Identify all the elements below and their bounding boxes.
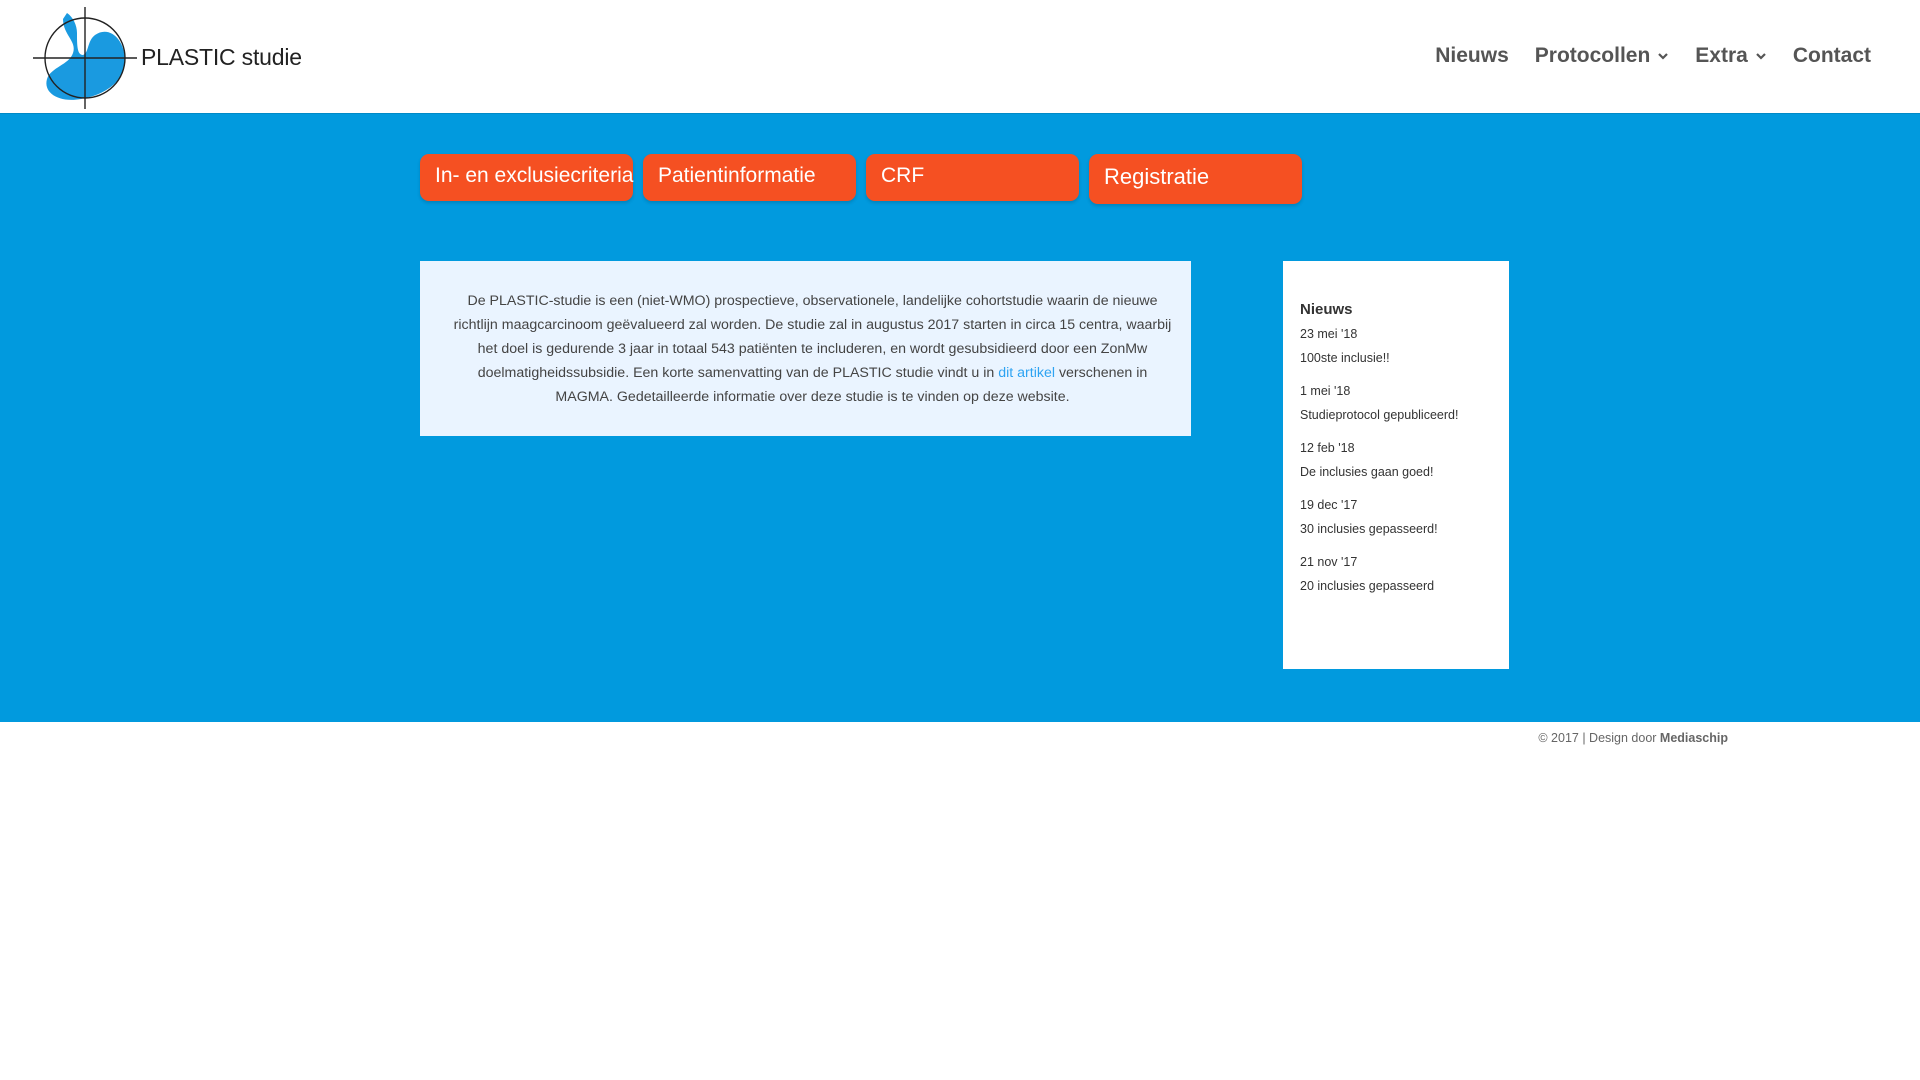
news-link[interactable]: Studieprotocol gepubliceerd! <box>1300 408 1459 422</box>
chevron-down-icon <box>1755 50 1767 62</box>
registratie-button[interactable]: Registratie <box>1089 154 1302 204</box>
news-widget <box>1283 261 1509 669</box>
nav-label: Protocollen <box>1534 44 1651 67</box>
intro-box <box>420 261 1191 436</box>
logo-text: PLASTIC studie <box>141 44 302 70</box>
news-link[interactable]: De inclusies gaan goed! <box>1300 465 1434 479</box>
nav-label: Nieuws <box>1435 44 1509 67</box>
news-title: Nieuws <box>1300 301 1353 318</box>
main-section <box>0 113 1920 722</box>
site-header <box>0 0 1920 113</box>
news-link[interactable]: 30 inclusies gepasseerd! <box>1300 522 1438 536</box>
footer-credit <box>1538 731 1728 745</box>
news-date: 23 mei '18 <box>1300 327 1358 341</box>
nav-item-protocollen[interactable] <box>1535 44 1670 68</box>
nav-label: Contact <box>1792 44 1871 67</box>
nav-item-contact[interactable] <box>1793 44 1871 68</box>
news-link[interactable]: 100ste inclusie!! <box>1300 351 1390 365</box>
nav-label: Extra <box>1695 44 1748 67</box>
crf-button[interactable]: CRF <box>866 154 1079 201</box>
quick-links <box>420 154 1312 204</box>
news-date: 21 nov '17 <box>1300 555 1358 569</box>
criteria-button[interactable]: In- en exclusiecriteria <box>420 154 633 201</box>
site-logo[interactable] <box>33 5 302 109</box>
patientinformatie-button[interactable]: Patientinformatie <box>643 154 856 201</box>
news-link[interactable]: 20 inclusies gepasseerd <box>1300 579 1435 593</box>
news-item <box>1300 436 1492 484</box>
nav-item-nieuws[interactable] <box>1435 44 1509 68</box>
main-nav <box>1409 44 1871 68</box>
chevron-down-icon <box>1657 50 1669 62</box>
footer-prefix: © 2017 | Design door <box>1538 731 1660 745</box>
news-item <box>1300 493 1492 541</box>
nav-item-extra[interactable] <box>1695 44 1767 68</box>
news-date: 19 dec '17 <box>1300 498 1358 512</box>
news-item <box>1300 322 1492 370</box>
news-date: 12 feb '18 <box>1300 441 1355 455</box>
designer-link[interactable]: Mediaschip <box>1659 731 1728 745</box>
news-date: 1 mei '18 <box>1300 384 1351 398</box>
intro-text-after: verschenen in MAGMA. Gedetailleerde informatie over deze studie is te vinden op deze website. <box>555 365 1148 405</box>
article-link[interactable]: dit artikel <box>998 365 1055 381</box>
intro-text <box>450 289 1175 409</box>
intro-text-before: De PLASTIC-studie is een (niet-WMO) prospectieve, observationele, landelijke cohortstudie waarin de nieuwe richtlijn maagcarcinoom geëvalueerd zal worden. De studie zal in augustus 2017 starten in circa 15 centra, waarbij het doel is gedurende 3 jaar in totaal 543 patiënten te includeren, en wordt gesubsidieerd door een ZonMw doelmatigheidssubsidie. Een korte samenvatting van de PLASTIC studie vindt u in <box>453 293 1172 381</box>
news-item <box>1300 550 1492 598</box>
stomach-crosshair-icon <box>33 5 143 109</box>
news-item <box>1300 379 1492 427</box>
